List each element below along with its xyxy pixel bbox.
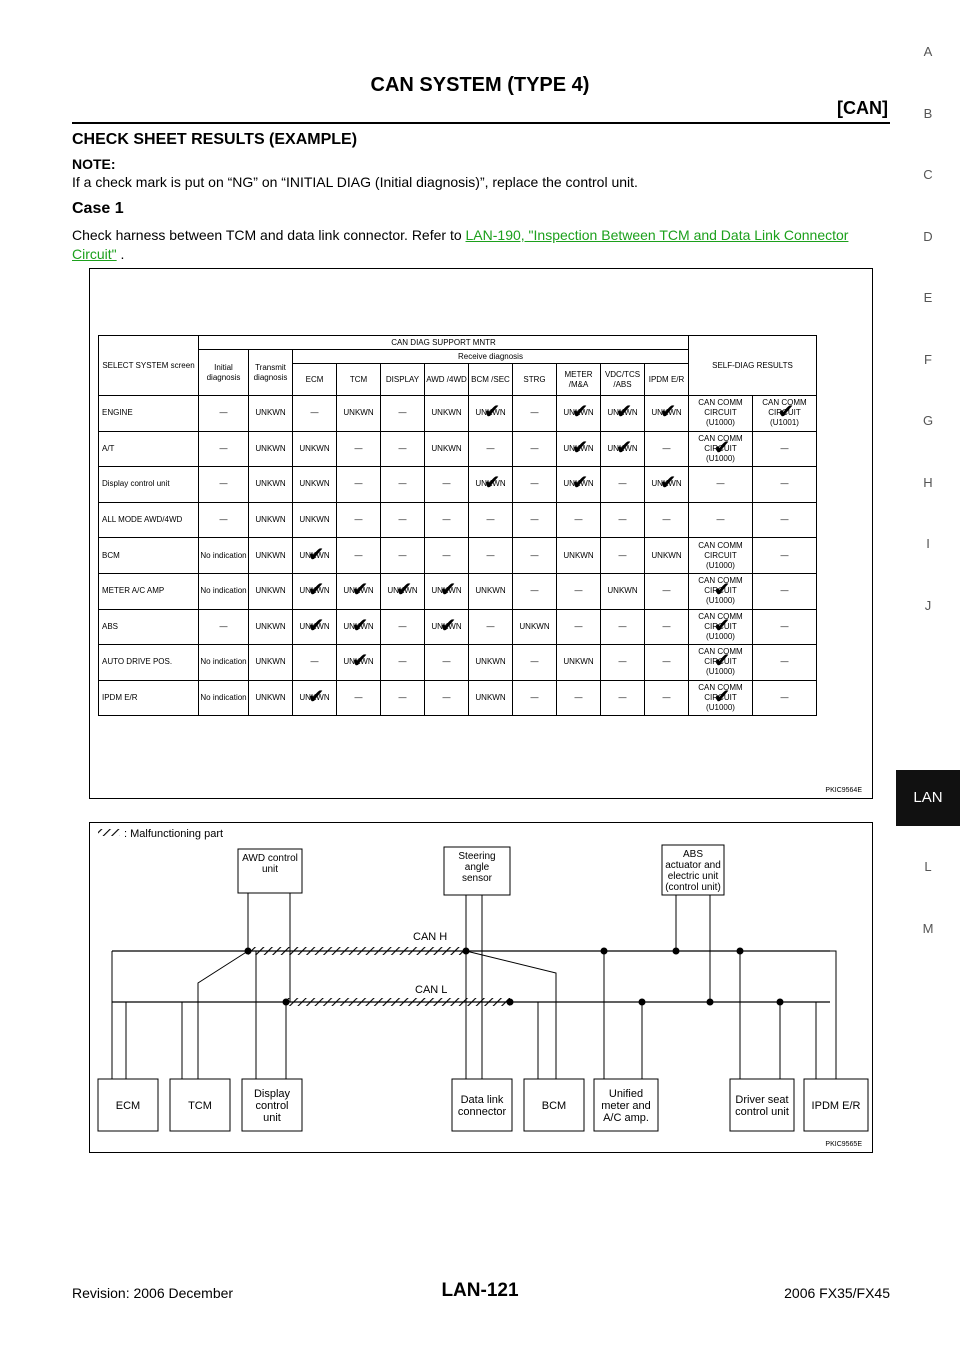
can-l-label: CAN L	[415, 984, 448, 996]
receive-value: UNKWN	[293, 431, 337, 467]
receive-value: —	[381, 538, 425, 574]
junction-dot	[707, 999, 714, 1006]
section-tag: [CAN]	[837, 98, 888, 118]
receive-value: —	[381, 680, 425, 716]
col-receive-diag: Receive diagnosis	[293, 350, 689, 364]
system-name: IPDM E/R	[99, 680, 199, 716]
receive-value: UNKWN	[249, 431, 293, 467]
receive-value: —	[337, 502, 381, 538]
receive-value: —	[645, 609, 689, 645]
receive-value: —	[601, 502, 645, 538]
junction-dot	[245, 948, 252, 955]
top-unit-label: ABS actuator and electric unit (control unit)	[665, 849, 721, 893]
bottom-unit-label: Display control unit	[253, 1088, 291, 1124]
initial-diag-value: No indication	[199, 645, 249, 681]
self-diag-value: CAN COMM CIRCUIT (U1000) ✔	[689, 609, 753, 645]
receive-value: —	[601, 680, 645, 716]
col-self-diag: SELF-DIAG RESULTS	[689, 336, 817, 396]
reference-link[interactable]: LAN-190, "Inspection Between TCM and Data Link Connector Circuit"	[72, 227, 849, 262]
top-unit-label: Steering angle sensor	[458, 851, 496, 884]
receive-value: UNKWN ✔	[425, 573, 469, 609]
receive-value: —	[645, 680, 689, 716]
receive-value: —	[425, 538, 469, 574]
can-wiring-diagram	[90, 823, 872, 1152]
check-sheet-row	[99, 502, 817, 538]
receive-value: UNKWN ✔	[425, 609, 469, 645]
check-sheet-table	[98, 335, 817, 716]
system-name: METER A/C AMP	[99, 573, 199, 609]
receive-value: —	[513, 431, 557, 467]
self-diag-value: —	[753, 431, 817, 467]
receive-value: UNKWN ✔	[645, 467, 689, 503]
page-number: LAN-121	[441, 1280, 519, 1301]
receive-value: —	[513, 467, 557, 503]
self-diag-value: —	[753, 573, 817, 609]
receive-value: UNKWN ✔	[645, 396, 689, 432]
side-index-c[interactable]: C	[923, 167, 933, 182]
receive-value: —	[513, 573, 557, 609]
receive-value: —	[513, 396, 557, 432]
system-name: A/T	[99, 431, 199, 467]
side-index-i[interactable]: I	[926, 536, 930, 551]
receive-value: UNKWN	[645, 538, 689, 574]
receive-value: UNKWN ✔	[557, 467, 601, 503]
receive-value: UNKWN	[337, 396, 381, 432]
receive-value: UNKWN	[249, 467, 293, 503]
receive-value: UNKWN	[249, 680, 293, 716]
check-sheet-row	[99, 680, 817, 716]
receive-value: —	[645, 502, 689, 538]
junction-dot	[283, 999, 290, 1006]
receive-value: UNKWN ✔	[293, 573, 337, 609]
receive-value: —	[645, 573, 689, 609]
receive-value: —	[425, 502, 469, 538]
self-diag-value: —	[753, 609, 817, 645]
receive-value: —	[513, 680, 557, 716]
self-diag-value: CAN COMM CIRCUIT (U1000) ✔	[689, 573, 753, 609]
receive-value: UNKWN	[557, 538, 601, 574]
receive-col-header: VDC/TCS /ABS	[601, 364, 645, 396]
side-index-b[interactable]: B	[923, 106, 933, 121]
initial-diag-value: —	[199, 431, 249, 467]
wire	[830, 951, 836, 1079]
header-rule	[72, 122, 890, 124]
section-heading: CHECK SHEET RESULTS (EXAMPLE)	[72, 131, 358, 148]
receive-value: —	[513, 645, 557, 681]
self-diag-value: CAN COMM CIRCUIT (U1000)	[689, 396, 753, 432]
receive-value: UNKWN	[557, 645, 601, 681]
check-sheet-row	[99, 573, 817, 609]
receive-value: UNKWN ✔	[557, 396, 601, 432]
junction-dot	[463, 948, 470, 955]
receive-col-header: TCM	[337, 364, 381, 396]
receive-value: UNKWN ✔	[557, 431, 601, 467]
receive-value: —	[381, 396, 425, 432]
bottom-unit-label: TCM	[188, 1100, 212, 1112]
legend-text: : Malfunctioning part	[124, 828, 224, 840]
receive-value: UNKWN	[293, 467, 337, 503]
receive-value: —	[381, 431, 425, 467]
bottom-unit-label: Data link connector	[457, 1094, 507, 1118]
receive-value: UNKWN	[469, 645, 513, 681]
bottom-unit-label: Driver seat control unit	[735, 1094, 789, 1118]
self-diag-value: CAN COMM CIRCUIT (U1000)	[689, 538, 753, 574]
initial-diag-value: No indication	[199, 538, 249, 574]
col-can-diag-support: CAN DIAG SUPPORT MNTR	[199, 336, 689, 350]
receive-col-header: IPDM E/R	[645, 364, 689, 396]
bottom-unit-label: BCM	[541, 1100, 567, 1112]
junction-dot	[673, 948, 680, 955]
col-transmit-diag: Transmit diagnosis	[249, 350, 293, 396]
self-diag-value: —	[753, 680, 817, 716]
wire	[466, 951, 556, 1079]
self-diag-value: CAN COMM CIRCUIT (U1000) ✔	[689, 680, 753, 716]
receive-value: UNKWN	[293, 502, 337, 538]
check-sheet-figure	[89, 268, 873, 799]
note-label: NOTE:	[72, 156, 116, 172]
diagram-code: PKIC9565E	[825, 1141, 862, 1148]
system-name: BCM	[99, 538, 199, 574]
bottom-unit-label: ECM	[115, 1100, 141, 1112]
junction-dot	[507, 999, 514, 1006]
receive-value: —	[469, 538, 513, 574]
receive-value: —	[293, 396, 337, 432]
self-diag-value: —	[753, 467, 817, 503]
wire	[510, 1002, 538, 1079]
side-index-f[interactable]: F	[924, 352, 932, 367]
check-sheet-row	[99, 609, 817, 645]
initial-diag-value: —	[199, 502, 249, 538]
check-sheet-row	[99, 467, 817, 503]
system-name: AUTO DRIVE POS.	[99, 645, 199, 681]
receive-value: —	[601, 645, 645, 681]
side-index-h[interactable]: H	[923, 475, 933, 490]
case-text-before: Check harness between TCM and data link connector. Refer to	[72, 227, 466, 243]
receive-value: —	[381, 502, 425, 538]
receive-value: —	[425, 645, 469, 681]
check-sheet-row	[99, 538, 817, 574]
receive-value: UNKWN ✔	[469, 467, 513, 503]
receive-value: UNKWN	[249, 502, 293, 538]
receive-value: —	[601, 609, 645, 645]
check-sheet-table-wrap	[98, 335, 817, 716]
receive-col-header: DISPLAY	[381, 364, 425, 396]
receive-value: UNKWN ✔	[601, 396, 645, 432]
self-diag-value: CAN COMM CIRCUIT (U1001) ✔	[753, 396, 817, 432]
footer-model: 2006 FX35/FX45	[784, 1285, 890, 1301]
receive-value: —	[293, 645, 337, 681]
junction-dot	[601, 948, 608, 955]
receive-value: UNKWN ✔	[293, 680, 337, 716]
self-diag-value: —	[753, 538, 817, 574]
bottom-unit-label: IPDM E/R	[811, 1100, 861, 1112]
receive-value: —	[469, 609, 513, 645]
receive-value: —	[337, 680, 381, 716]
page-title: CAN SYSTEM (TYPE 4)	[370, 74, 590, 96]
initial-diag-value: —	[199, 609, 249, 645]
footer-revision: Revision: 2006 December	[72, 1285, 234, 1301]
note-text: If a check mark is put on “NG” on “INITIAL DIAG (Initial diagnosis)”, replace the control unit.	[72, 174, 638, 190]
case-text-after: .	[116, 246, 125, 262]
receive-value: —	[513, 538, 557, 574]
figure-code: PKIC9564E	[825, 787, 862, 794]
side-index-l[interactable]: L	[924, 859, 932, 874]
receive-value: UNKWN ✔	[601, 431, 645, 467]
self-diag-value: —	[753, 502, 817, 538]
junction-dot	[737, 948, 744, 955]
receive-value: UNKWN	[469, 573, 513, 609]
receive-value: UNKWN ✔	[381, 573, 425, 609]
self-diag-value: CAN COMM CIRCUIT (U1000) ✔	[689, 431, 753, 467]
side-index-j[interactable]: J	[924, 598, 932, 613]
bottom-unit-label: Unified meter and A/C amp.	[601, 1088, 651, 1124]
receive-value: —	[425, 680, 469, 716]
receive-value: UNKWN	[425, 396, 469, 432]
receive-value: —	[381, 609, 425, 645]
receive-value: —	[337, 467, 381, 503]
receive-col-header: AWD /4WD	[425, 364, 469, 396]
receive-value: UNKWN	[249, 538, 293, 574]
receive-value: —	[557, 609, 601, 645]
initial-diag-value: —	[199, 467, 249, 503]
receive-col-header: STRG	[513, 364, 557, 396]
side-index-a[interactable]: A	[923, 44, 933, 59]
receive-value: —	[469, 431, 513, 467]
receive-value: UNKWN ✔	[337, 645, 381, 681]
receive-value: —	[513, 502, 557, 538]
receive-value: —	[381, 645, 425, 681]
receive-value: UNKWN	[425, 431, 469, 467]
side-index	[896, 0, 960, 1358]
receive-value: —	[645, 431, 689, 467]
col-initial-diag: Initial diagnosis	[199, 350, 249, 396]
check-sheet-row	[99, 431, 817, 467]
side-index-lan[interactable]: LAN	[896, 770, 960, 826]
receive-value: UNKWN ✔	[293, 538, 337, 574]
receive-col-header: METER /M&A	[557, 364, 601, 396]
self-diag-value: —	[689, 467, 753, 503]
initial-diag-value: —	[199, 396, 249, 432]
side-index-m[interactable]: M	[922, 921, 934, 936]
receive-value: —	[425, 467, 469, 503]
receive-value: UNKWN ✔	[469, 396, 513, 432]
receive-col-header: ECM	[293, 364, 337, 396]
receive-value: UNKWN ✔	[293, 609, 337, 645]
wiring-diagram-figure	[89, 822, 873, 1153]
receive-value: UNKWN	[249, 573, 293, 609]
receive-value: —	[645, 645, 689, 681]
receive-value: UNKWN	[249, 609, 293, 645]
side-index-e[interactable]: E	[923, 290, 933, 305]
check-sheet-row	[99, 396, 817, 432]
receive-value: —	[557, 573, 601, 609]
initial-diag-value: No indication	[199, 573, 249, 609]
side-index-g[interactable]: G	[922, 413, 934, 428]
receive-value: UNKWN ✔	[337, 609, 381, 645]
receive-value: UNKWN ✔	[337, 573, 381, 609]
system-name: ABS	[99, 609, 199, 645]
receive-value: —	[601, 538, 645, 574]
system-name: Display control unit	[99, 467, 199, 503]
col-select-system: SELECT SYSTEM screen	[99, 336, 199, 396]
check-sheet-row	[99, 645, 817, 681]
receive-value: UNKWN	[513, 609, 557, 645]
receive-value: —	[381, 467, 425, 503]
junction-dot	[777, 999, 784, 1006]
system-name: ALL MODE AWD/4WD	[99, 502, 199, 538]
system-name: ENGINE	[99, 396, 199, 432]
receive-value: UNKWN	[249, 645, 293, 681]
receive-value: UNKWN	[469, 680, 513, 716]
self-diag-value: CAN COMM CIRCUIT (U1000) ✔	[689, 645, 753, 681]
legend-hatch-swatch	[98, 829, 120, 836]
receive-value: —	[337, 431, 381, 467]
initial-diag-value: No indication	[199, 680, 249, 716]
receive-value: —	[601, 467, 645, 503]
self-diag-value: —	[689, 502, 753, 538]
top-unit-label: AWD control unit	[242, 853, 298, 875]
receive-value: —	[557, 680, 601, 716]
junction-dot	[639, 999, 646, 1006]
self-diag-value: —	[753, 645, 817, 681]
receive-value: —	[557, 502, 601, 538]
can-h-label: CAN H	[413, 931, 448, 943]
wire	[198, 951, 248, 1079]
case-text	[72, 226, 892, 264]
side-index-d[interactable]: D	[923, 229, 933, 244]
receive-value: UNKWN	[249, 396, 293, 432]
receive-value: —	[337, 538, 381, 574]
receive-value: —	[469, 502, 513, 538]
case-heading: Case 1	[72, 200, 124, 217]
receive-value: UNKWN	[601, 573, 645, 609]
receive-col-header: BCM /SEC	[469, 364, 513, 396]
